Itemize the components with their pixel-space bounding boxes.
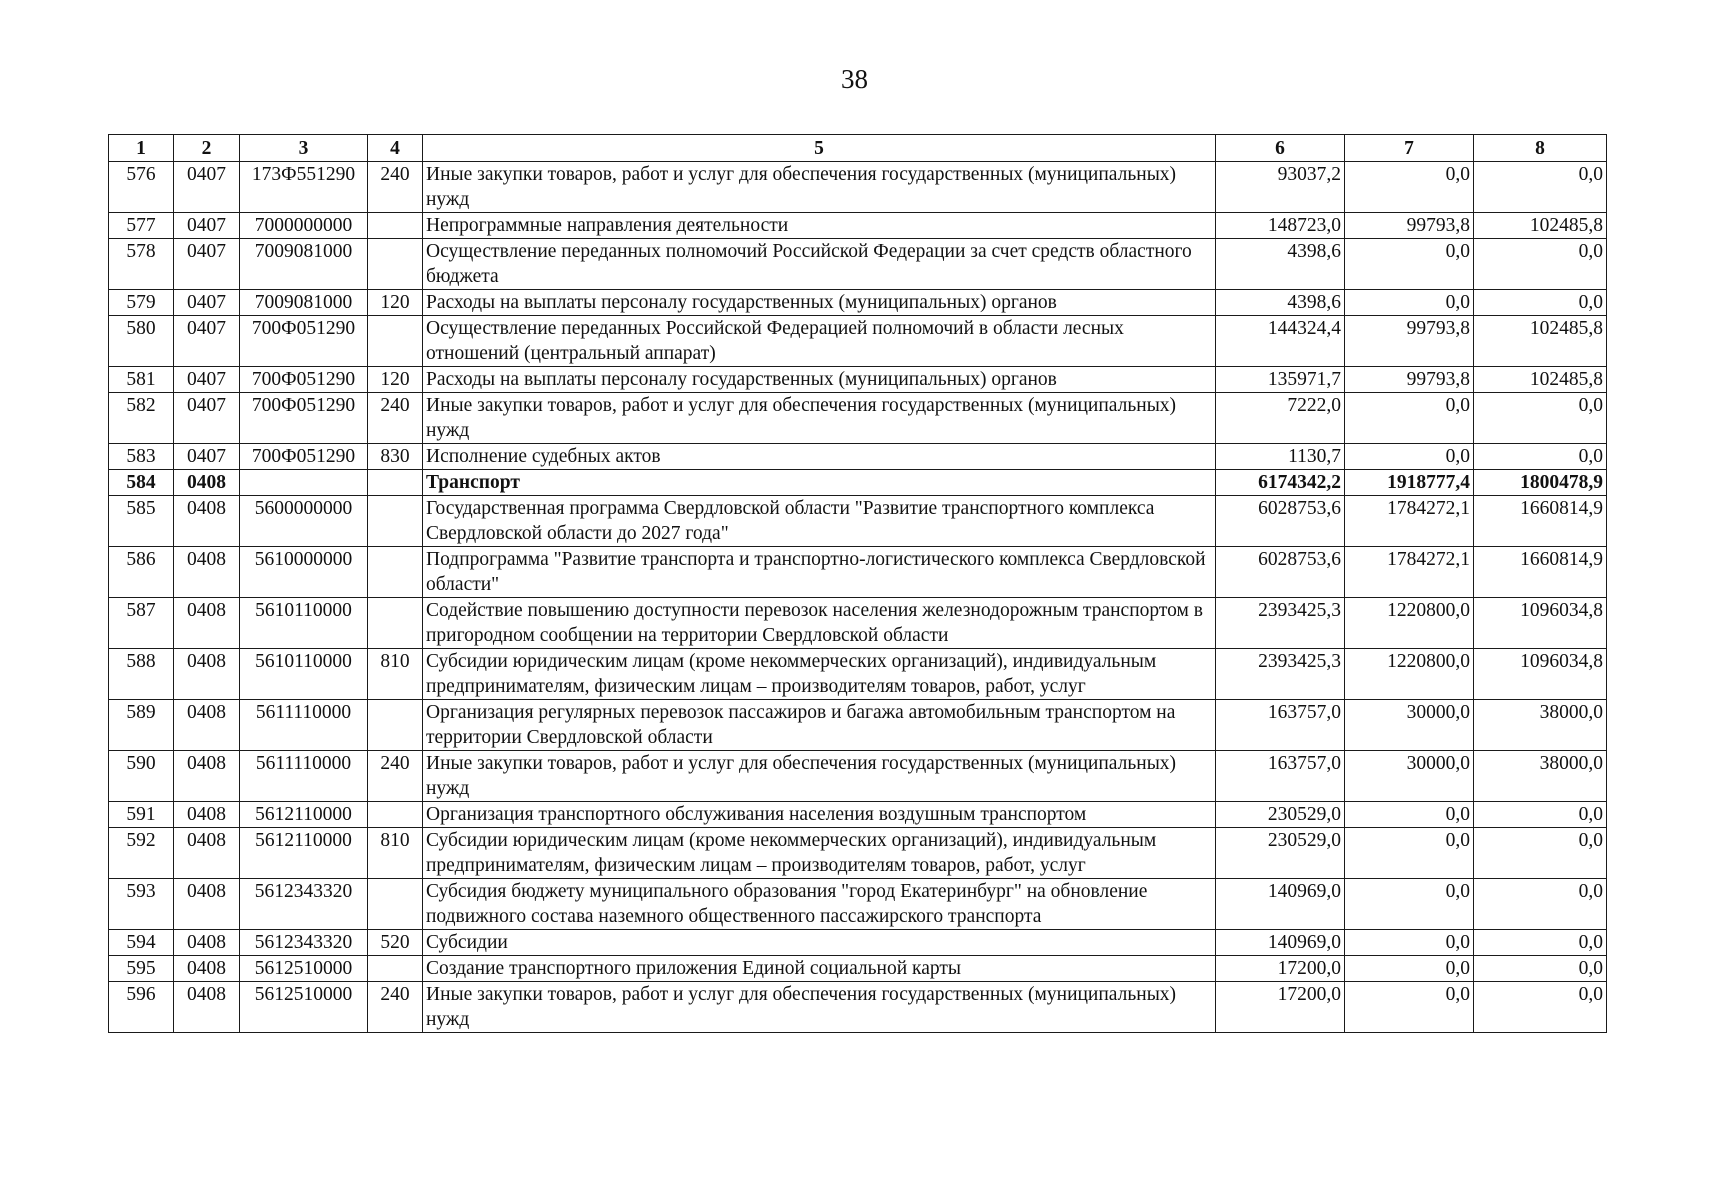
expense-kind-code-cell bbox=[368, 598, 423, 649]
section-code-cell: 0408 bbox=[174, 751, 240, 802]
amount-col6-cell: 140969,0 bbox=[1216, 879, 1345, 930]
row-number-cell: 580 bbox=[109, 316, 174, 367]
amount-col7-cell: 1220800,0 bbox=[1345, 649, 1474, 700]
section-code-cell: 0408 bbox=[174, 828, 240, 879]
amount-col8-cell: 1660814,9 bbox=[1474, 496, 1607, 547]
row-number-cell: 593 bbox=[109, 879, 174, 930]
expense-kind-code-cell bbox=[368, 956, 423, 982]
section-code-cell: 0407 bbox=[174, 393, 240, 444]
target-item-code-cell: 7000000000 bbox=[240, 213, 368, 239]
row-number-cell: 577 bbox=[109, 213, 174, 239]
amount-col6-cell: 163757,0 bbox=[1216, 700, 1345, 751]
row-number-cell: 578 bbox=[109, 239, 174, 290]
amount-col6-cell: 6028753,6 bbox=[1216, 547, 1345, 598]
column-header: 4 bbox=[368, 135, 423, 162]
table-row bbox=[109, 879, 1607, 930]
amount-col6-cell: 148723,0 bbox=[1216, 213, 1345, 239]
section-code-cell: 0408 bbox=[174, 547, 240, 598]
description-cell: Расходы на выплаты персоналу государственных (муниципальных) органов bbox=[423, 367, 1216, 393]
row-number-cell: 589 bbox=[109, 700, 174, 751]
row-number-cell: 596 bbox=[109, 982, 174, 1033]
expense-kind-code-cell bbox=[368, 802, 423, 828]
section-code-cell: 0407 bbox=[174, 444, 240, 470]
row-number-cell: 579 bbox=[109, 290, 174, 316]
amount-col7-cell: 30000,0 bbox=[1345, 700, 1474, 751]
amount-col7-cell: 1220800,0 bbox=[1345, 598, 1474, 649]
description-cell: Осуществление переданных Российской Федерацией полномочий в области лесных отношений (центральный аппарат) bbox=[423, 316, 1216, 367]
description-cell: Государственная программа Свердловской области "Развитие транспортного комплекса Свердловской области до 2027 года" bbox=[423, 496, 1216, 547]
amount-col6-cell: 1130,7 bbox=[1216, 444, 1345, 470]
table-row bbox=[109, 444, 1607, 470]
table-row bbox=[109, 367, 1607, 393]
description-cell: Иные закупки товаров, работ и услуг для обеспечения государственных (муниципальных) нужд bbox=[423, 393, 1216, 444]
amount-col6-cell: 6174342,2 bbox=[1216, 470, 1345, 496]
amount-col8-cell: 0,0 bbox=[1474, 930, 1607, 956]
budget-table bbox=[108, 134, 1607, 1033]
target-item-code-cell: 5610000000 bbox=[240, 547, 368, 598]
table-row bbox=[109, 956, 1607, 982]
description-cell: Субсидии юридическим лицам (кроме некоммерческих организаций), индивидуальным предпринимателям, физическим лицам – производителям товаров, работ, услуг bbox=[423, 649, 1216, 700]
amount-col7-cell: 99793,8 bbox=[1345, 213, 1474, 239]
table-row bbox=[109, 470, 1607, 496]
amount-col6-cell: 4398,6 bbox=[1216, 239, 1345, 290]
target-item-code-cell: 7009081000 bbox=[240, 290, 368, 316]
description-cell: Организация регулярных перевозок пассажиров и багажа автомобильным транспортом на территории Свердловской области bbox=[423, 700, 1216, 751]
amount-col8-cell: 0,0 bbox=[1474, 162, 1607, 213]
target-item-code-cell: 5612510000 bbox=[240, 956, 368, 982]
table-row bbox=[109, 547, 1607, 598]
expense-kind-code-cell bbox=[368, 547, 423, 598]
amount-col8-cell: 102485,8 bbox=[1474, 213, 1607, 239]
expense-kind-code-cell: 120 bbox=[368, 367, 423, 393]
description-cell: Иные закупки товаров, работ и услуг для обеспечения государственных (муниципальных) нужд bbox=[423, 751, 1216, 802]
section-code-cell: 0407 bbox=[174, 162, 240, 213]
section-code-cell: 0408 bbox=[174, 598, 240, 649]
section-code-cell: 0408 bbox=[174, 649, 240, 700]
description-cell: Исполнение судебных актов bbox=[423, 444, 1216, 470]
target-item-code-cell: 5612343320 bbox=[240, 879, 368, 930]
amount-col6-cell: 93037,2 bbox=[1216, 162, 1345, 213]
section-code-cell: 0407 bbox=[174, 316, 240, 367]
row-number-cell: 576 bbox=[109, 162, 174, 213]
section-code-cell: 0408 bbox=[174, 982, 240, 1033]
target-item-code-cell: 173Ф551290 bbox=[240, 162, 368, 213]
table-row bbox=[109, 213, 1607, 239]
section-code-cell: 0408 bbox=[174, 700, 240, 751]
amount-col8-cell: 0,0 bbox=[1474, 802, 1607, 828]
amount-col7-cell: 0,0 bbox=[1345, 930, 1474, 956]
section-code-cell: 0407 bbox=[174, 213, 240, 239]
amount-col6-cell: 140969,0 bbox=[1216, 930, 1345, 956]
amount-col7-cell: 0,0 bbox=[1345, 162, 1474, 213]
table-row bbox=[109, 316, 1607, 367]
amount-col7-cell: 0,0 bbox=[1345, 239, 1474, 290]
table-row bbox=[109, 700, 1607, 751]
target-item-code-cell bbox=[240, 470, 368, 496]
amount-col8-cell: 1096034,8 bbox=[1474, 598, 1607, 649]
amount-col7-cell: 0,0 bbox=[1345, 444, 1474, 470]
table-row bbox=[109, 982, 1607, 1033]
expense-kind-code-cell: 810 bbox=[368, 649, 423, 700]
row-number-cell: 587 bbox=[109, 598, 174, 649]
description-cell: Субсидии юридическим лицам (кроме некоммерческих организаций), индивидуальным предпринимателям, физическим лицам – производителям товаров, работ, услуг bbox=[423, 828, 1216, 879]
amount-col6-cell: 230529,0 bbox=[1216, 802, 1345, 828]
amount-col7-cell: 0,0 bbox=[1345, 828, 1474, 879]
amount-col7-cell: 0,0 bbox=[1345, 393, 1474, 444]
header-row bbox=[109, 135, 1607, 162]
amount-col7-cell: 0,0 bbox=[1345, 290, 1474, 316]
amount-col7-cell: 0,0 bbox=[1345, 802, 1474, 828]
target-item-code-cell: 700Ф051290 bbox=[240, 316, 368, 367]
table-row bbox=[109, 290, 1607, 316]
expense-kind-code-cell bbox=[368, 496, 423, 547]
row-number-cell: 581 bbox=[109, 367, 174, 393]
amount-col7-cell: 1918777,4 bbox=[1345, 470, 1474, 496]
amount-col7-cell: 0,0 bbox=[1345, 879, 1474, 930]
amount-col6-cell: 144324,4 bbox=[1216, 316, 1345, 367]
target-item-code-cell: 7009081000 bbox=[240, 239, 368, 290]
description-cell: Субсидия бюджету муниципального образования "город Екатеринбург" на обновление подвижного состава наземного общественного пассажирского транспорта bbox=[423, 879, 1216, 930]
description-cell: Осуществление переданных полномочий Российской Федерации за счет средств областного бюджета bbox=[423, 239, 1216, 290]
section-code-cell: 0408 bbox=[174, 496, 240, 547]
row-number-cell: 594 bbox=[109, 930, 174, 956]
expense-kind-code-cell: 240 bbox=[368, 162, 423, 213]
amount-col8-cell: 0,0 bbox=[1474, 879, 1607, 930]
target-item-code-cell: 700Ф051290 bbox=[240, 444, 368, 470]
amount-col8-cell: 102485,8 bbox=[1474, 367, 1607, 393]
section-code-cell: 0407 bbox=[174, 239, 240, 290]
amount-col8-cell: 1096034,8 bbox=[1474, 649, 1607, 700]
amount-col6-cell: 135971,7 bbox=[1216, 367, 1345, 393]
expense-kind-code-cell bbox=[368, 470, 423, 496]
column-header: 6 bbox=[1216, 135, 1345, 162]
column-header: 1 bbox=[109, 135, 174, 162]
page-number: 38 bbox=[841, 64, 868, 94]
expense-kind-code-cell: 810 bbox=[368, 828, 423, 879]
amount-col6-cell: 17200,0 bbox=[1216, 956, 1345, 982]
expense-kind-code-cell bbox=[368, 239, 423, 290]
table-row bbox=[109, 649, 1607, 700]
expense-kind-code-cell: 240 bbox=[368, 751, 423, 802]
expense-kind-code-cell: 240 bbox=[368, 982, 423, 1033]
table-row bbox=[109, 598, 1607, 649]
row-number-cell: 588 bbox=[109, 649, 174, 700]
description-cell: Расходы на выплаты персоналу государственных (муниципальных) органов bbox=[423, 290, 1216, 316]
target-item-code-cell: 5610110000 bbox=[240, 649, 368, 700]
amount-col7-cell: 99793,8 bbox=[1345, 367, 1474, 393]
table-row bbox=[109, 751, 1607, 802]
target-item-code-cell: 5612110000 bbox=[240, 802, 368, 828]
target-item-code-cell: 5612110000 bbox=[240, 828, 368, 879]
amount-col8-cell: 38000,0 bbox=[1474, 700, 1607, 751]
expense-kind-code-cell bbox=[368, 213, 423, 239]
row-number-cell: 595 bbox=[109, 956, 174, 982]
table-row bbox=[109, 496, 1607, 547]
table-row bbox=[109, 393, 1607, 444]
amount-col6-cell: 4398,6 bbox=[1216, 290, 1345, 316]
amount-col6-cell: 17200,0 bbox=[1216, 982, 1345, 1033]
amount-col8-cell: 0,0 bbox=[1474, 444, 1607, 470]
amount-col6-cell: 230529,0 bbox=[1216, 828, 1345, 879]
row-number-cell: 584 bbox=[109, 470, 174, 496]
amount-col8-cell: 0,0 bbox=[1474, 828, 1607, 879]
amount-col7-cell: 1784272,1 bbox=[1345, 547, 1474, 598]
row-number-cell: 583 bbox=[109, 444, 174, 470]
amount-col6-cell: 163757,0 bbox=[1216, 751, 1345, 802]
description-cell: Подпрограмма "Развитие транспорта и транспортно-логистического комплекса Свердловской области" bbox=[423, 547, 1216, 598]
amount-col7-cell: 0,0 bbox=[1345, 956, 1474, 982]
target-item-code-cell: 5610110000 bbox=[240, 598, 368, 649]
expense-kind-code-cell: 120 bbox=[368, 290, 423, 316]
row-number-cell: 582 bbox=[109, 393, 174, 444]
description-cell: Организация транспортного обслуживания населения воздушным транспортом bbox=[423, 802, 1216, 828]
description-cell: Субсидии bbox=[423, 930, 1216, 956]
target-item-code-cell: 5612510000 bbox=[240, 982, 368, 1033]
row-number-cell: 590 bbox=[109, 751, 174, 802]
column-header: 2 bbox=[174, 135, 240, 162]
section-code-cell: 0407 bbox=[174, 290, 240, 316]
table-row bbox=[109, 828, 1607, 879]
description-cell: Непрограммные направления деятельности bbox=[423, 213, 1216, 239]
amount-col8-cell: 0,0 bbox=[1474, 290, 1607, 316]
expense-kind-code-cell: 830 bbox=[368, 444, 423, 470]
row-number-cell: 591 bbox=[109, 802, 174, 828]
column-header: 8 bbox=[1474, 135, 1607, 162]
expense-kind-code-cell bbox=[368, 879, 423, 930]
amount-col6-cell: 6028753,6 bbox=[1216, 496, 1345, 547]
row-number-cell: 585 bbox=[109, 496, 174, 547]
expense-kind-code-cell: 240 bbox=[368, 393, 423, 444]
section-code-cell: 0408 bbox=[174, 802, 240, 828]
section-code-cell: 0408 bbox=[174, 956, 240, 982]
amount-col8-cell: 102485,8 bbox=[1474, 316, 1607, 367]
amount-col6-cell: 2393425,3 bbox=[1216, 649, 1345, 700]
table-body bbox=[109, 162, 1607, 1033]
amount-col8-cell: 0,0 bbox=[1474, 239, 1607, 290]
amount-col8-cell: 0,0 bbox=[1474, 956, 1607, 982]
expense-kind-code-cell: 520 bbox=[368, 930, 423, 956]
target-item-code-cell: 5612343320 bbox=[240, 930, 368, 956]
column-header: 7 bbox=[1345, 135, 1474, 162]
column-header: 5 bbox=[423, 135, 1216, 162]
target-item-code-cell: 5611110000 bbox=[240, 751, 368, 802]
expense-kind-code-cell bbox=[368, 700, 423, 751]
target-item-code-cell: 5600000000 bbox=[240, 496, 368, 547]
amount-col8-cell: 38000,0 bbox=[1474, 751, 1607, 802]
amount-col6-cell: 2393425,3 bbox=[1216, 598, 1345, 649]
description-cell: Транспорт bbox=[423, 470, 1216, 496]
amount-col7-cell: 0,0 bbox=[1345, 982, 1474, 1033]
section-code-cell: 0408 bbox=[174, 930, 240, 956]
amount-col6-cell: 7222,0 bbox=[1216, 393, 1345, 444]
amount-col7-cell: 30000,0 bbox=[1345, 751, 1474, 802]
table-row bbox=[109, 930, 1607, 956]
description-cell: Содействие повышению доступности перевозок населения железнодорожным транспортом в пригородном сообщении на территории Свердловской области bbox=[423, 598, 1216, 649]
description-cell: Иные закупки товаров, работ и услуг для обеспечения государственных (муниципальных) нужд bbox=[423, 162, 1216, 213]
amount-col7-cell: 99793,8 bbox=[1345, 316, 1474, 367]
amount-col8-cell: 1800478,9 bbox=[1474, 470, 1607, 496]
row-number-cell: 592 bbox=[109, 828, 174, 879]
amount-col8-cell: 0,0 bbox=[1474, 393, 1607, 444]
target-item-code-cell: 700Ф051290 bbox=[240, 393, 368, 444]
table-row bbox=[109, 802, 1607, 828]
row-number-cell: 586 bbox=[109, 547, 174, 598]
amount-col8-cell: 0,0 bbox=[1474, 982, 1607, 1033]
section-code-cell: 0407 bbox=[174, 367, 240, 393]
table-row bbox=[109, 162, 1607, 213]
description-cell: Создание транспортного приложения Единой социальной карты bbox=[423, 956, 1216, 982]
section-code-cell: 0408 bbox=[174, 470, 240, 496]
description-cell: Иные закупки товаров, работ и услуг для обеспечения государственных (муниципальных) нужд bbox=[423, 982, 1216, 1033]
target-item-code-cell: 5611110000 bbox=[240, 700, 368, 751]
table-row bbox=[109, 239, 1607, 290]
column-header: 3 bbox=[240, 135, 368, 162]
section-code-cell: 0408 bbox=[174, 879, 240, 930]
amount-col7-cell: 1784272,1 bbox=[1345, 496, 1474, 547]
amount-col8-cell: 1660814,9 bbox=[1474, 547, 1607, 598]
expense-kind-code-cell bbox=[368, 316, 423, 367]
target-item-code-cell: 700Ф051290 bbox=[240, 367, 368, 393]
